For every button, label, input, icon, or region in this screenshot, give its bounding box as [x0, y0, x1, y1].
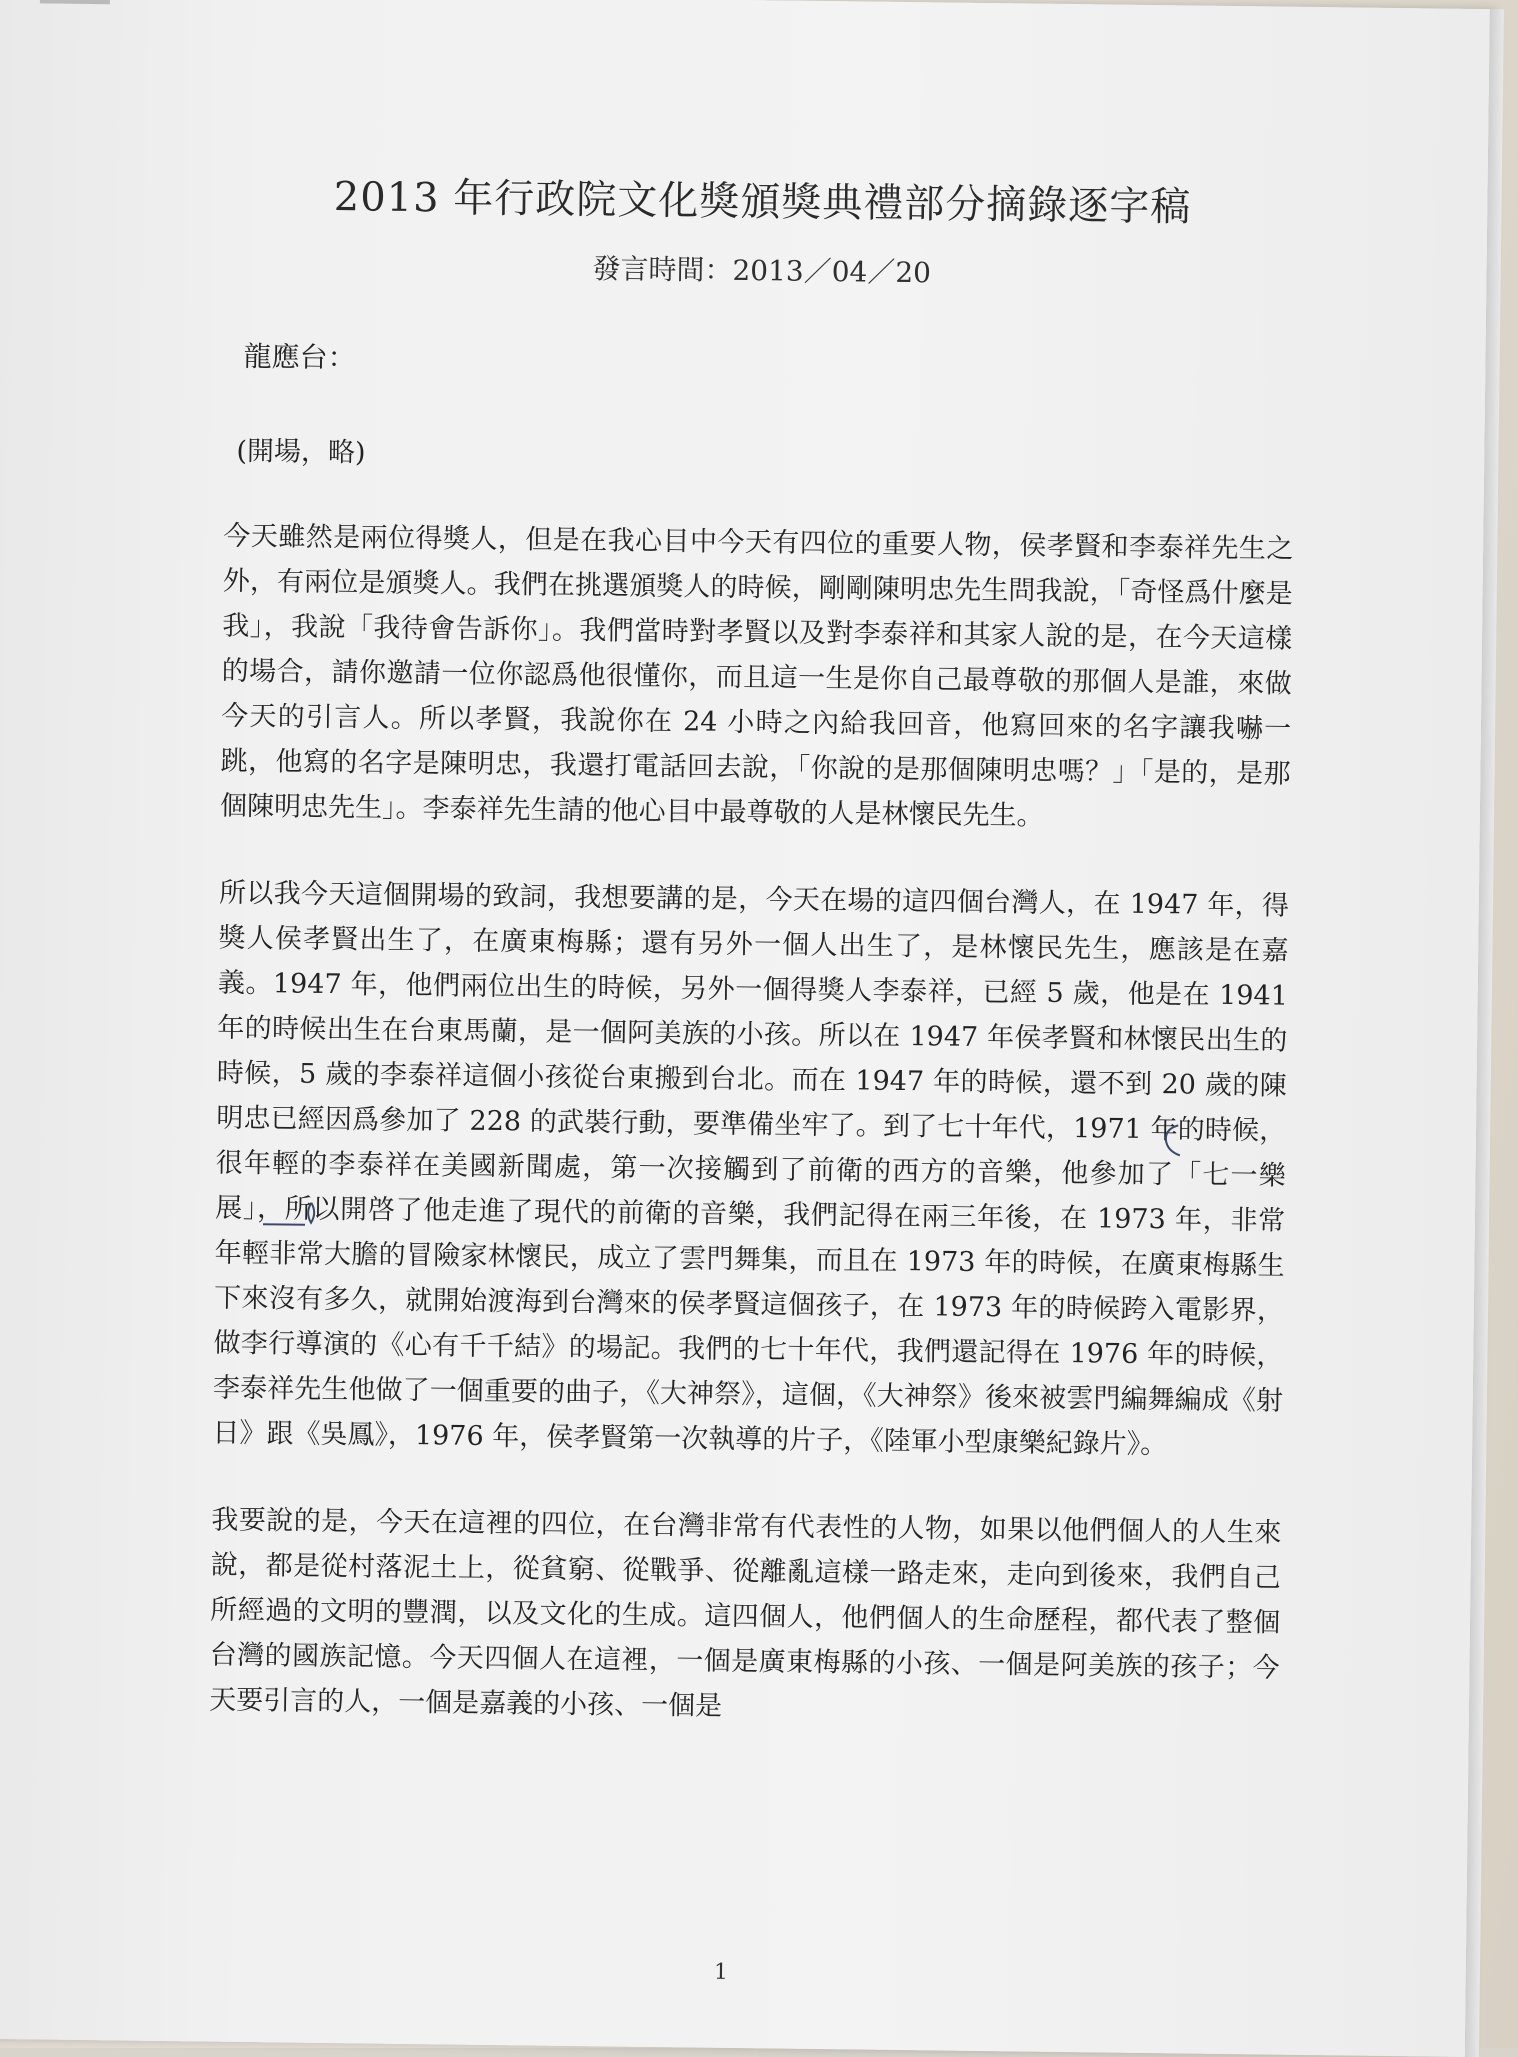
corner-mark [40, 0, 110, 4]
speaker-name: 龍應台： [243, 339, 356, 375]
document-content [209, 144, 1299, 1763]
paragraph-1: 今天雖然是兩位得獎人，但是在我心目中今天有四位的重要人物，侯孝賢和李泰祥先生之外，有兩位是頒獎人。我們在挑選頒獎人的時候，剛剛陳明忠先生問我說，「奇怪爲什麼是我」，我說「我待會告訴你」。我們當時對孝賢以及對李泰祥和其家人說的是，在今天這樣的場合，請你邀請一位你認爲他很懂你，而且這一生是你自己最尊敬的那個人是誰，來做今天的引言人。所以孝賢，我說你在 24 小時之內給我回音，他寫回來的名字讓我嚇一跳，他寫的名字是陳明忠，我還打電話回去說，「你說的是那個陳明忠嗎？」「是的，是那個陳明忠先生」。李泰祥先生請的他心目中最尊敬的人是林懷民先生。 [219, 520, 1294, 832]
paragraph-3: 我要說的是，今天在這裡的四位，在台灣非常有代表性的人物，如果以他們個人的人生來說，都是從村落泥土上，從貧窮、從戰爭、從離亂這樣一路走來，走向到後來，我們自己所經過的文明的豐潤，以及文化的生成。這四個人，他們個人的生命歷程，都代表了整個台灣的國族記憶。今天四個人在這裡，一個是廣東梅縣的小孩、一個是阿美族的孩子；今天要引言的人，一個是嘉義的小孩、一個是 [209, 1504, 1282, 1722]
speech-date: 發言時間：2013／04／20 [592, 252, 932, 290]
opening-note: (開場，略) [236, 435, 366, 469]
page-number: 1 [713, 1959, 729, 1985]
document-title: 2013 年行政院文化獎頒獎典禮部分摘錄逐字稿 [333, 173, 1192, 231]
paragraph-2: 所以我今天這個開場的致詞，我想要講的是，今天在場的這四個台灣人，在 1947 年，得獎人侯孝賢出生了，在廣東梅縣；還有另外一個人出生了，是林懷民先生，應該是在嘉義。1947 年，他們兩位出生的時候，另外一個得獎人李泰祥，已經 5 歲，他是在 1941 年的時候出生在台東馬蘭，是一個阿美族的小孩。所以在 1947 年侯孝賢和林懷民出生的時候，5 歲的李泰祥這個小孩從台東搬到台北。而在 1947 年的時候，還不到 20 歲的陳明忠已經因爲參加了 228 的武裝行動，要準備坐牢了。到了七十年代，1971 年的時候，很年輕的李泰祥在美國新聞處，第一次接觸到了前衛的西方的音樂，他參加了「七一樂展」，所以開啓了他走進了現代的前衛的音樂，我們記得在兩三年後，在 1973 年，非常年輕非常大膽的冒險家林懷民，成立了雲門舞集，而且在 1973 年的時候，在廣東梅縣生下來沒有多久，就開始渡海到台灣來的侯孝賢這個孩子，在 1973 年的時候跨入電影界，做李行導演的《心有千千結》的場記。我們的七十年代，我們還記得在 1976 年的時候，李泰祥先生他做了一個重要的曲子，《大神祭》，這個，《大神祭》後來被雲門編舞編成《射日》跟《吳鳳》，1976 年，侯孝賢第一次執導的片子，《陸軍小型康樂紀錄片》。 [212, 877, 1290, 1461]
